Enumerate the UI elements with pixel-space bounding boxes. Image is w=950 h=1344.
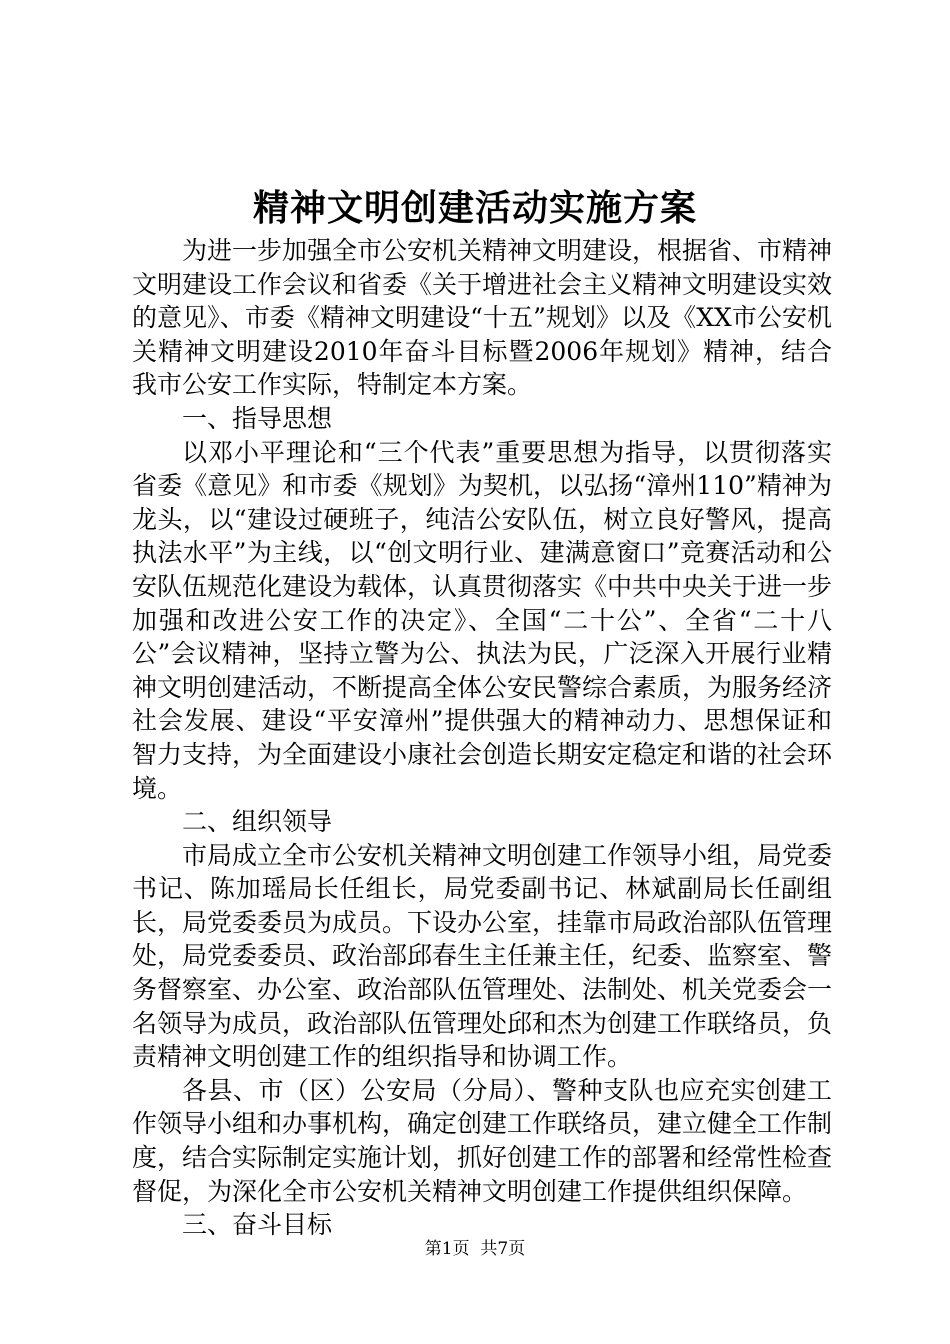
county-organization-paragraph: 各县、市（区）公安局（分局）、警种支队也应充实创建工作领导小组和办事机构，确定创建工作联络员，建立健全工作制度，结合实际制定实施计划，抓好创建工作的部署和经常性检查督促，为深化全市公安机关精神文明创建工作提供组织保障。 [132,1075,833,1206]
guiding-ideology-paragraph: 以邓小平理论和“三个代表”重要思想为指导，以贯彻落实省委《意见》和市委《规划》为契机，以弘扬“漳州110”精神为龙头，以“建设过硬班子，纯洁公安队伍，树立良好警风，提高执法水平”为主线，以“创文明行业、建满意窗口”竞赛活动和公安队伍规范化建设为载体，认真贯彻落实《中共中央关于进一步加强和改进公安工作的决定》、全国“二十公”、全省“二十八公”会议精神，坚持立警为公、执法为民，广泛深入开展行业精神文明创建活动，不断提高全体公安民警综合素质，为服务经济社会发展、建设“平安漳州”提供强大的精神动力、思想保证和智力支持，为全面建设小康社会创造长期安定稳定和谐的社会环境。 [132,437,833,803]
organization-paragraph: 市局成立全市公安机关精神文明创建工作领导小组，局党委书记、陈加瑶局长任组长，局党委副书记、林斌副局长任副组长，局党委委员为成员。下设办公室，挂靠市局政治部队伍管理处，局党委委员、政治部邱春生主任兼主任，纪委、监察室、警务督察室、办公室、政治部队伍管理处、法制处、机关党委会一名领导为成员，政治部队伍管理处邱和杰为创建工作联络员，负责精神文明创建工作的组织指导和协调工作。 [132,840,833,1072]
section-heading-organization: 二、组织领导 [182,807,333,837]
page-total: 共7页 [480,1239,526,1259]
page-number: 第1页 [424,1239,470,1259]
section-heading-guiding-ideology: 一、指导思想 [182,403,333,433]
page-footer [0,1237,950,1261]
intro-paragraph: 为进一步加强全市公安机关精神文明建设，根据省、市精神文明建设工作会议和省委《关于增进社会主义精神文明建设实效的意见》、市委《精神文明建设“十五”规划》以及《XX市公安机关精神文明建设2010年奋斗目标暨2006年规划》精神，结合我市公安工作实际，特制定本方案。 [132,236,833,400]
document-body [132,234,832,1242]
section-heading-goals: 三、奋斗目标 [182,1210,333,1240]
document-title: 精神文明创建活动实施方案 [252,187,697,229]
